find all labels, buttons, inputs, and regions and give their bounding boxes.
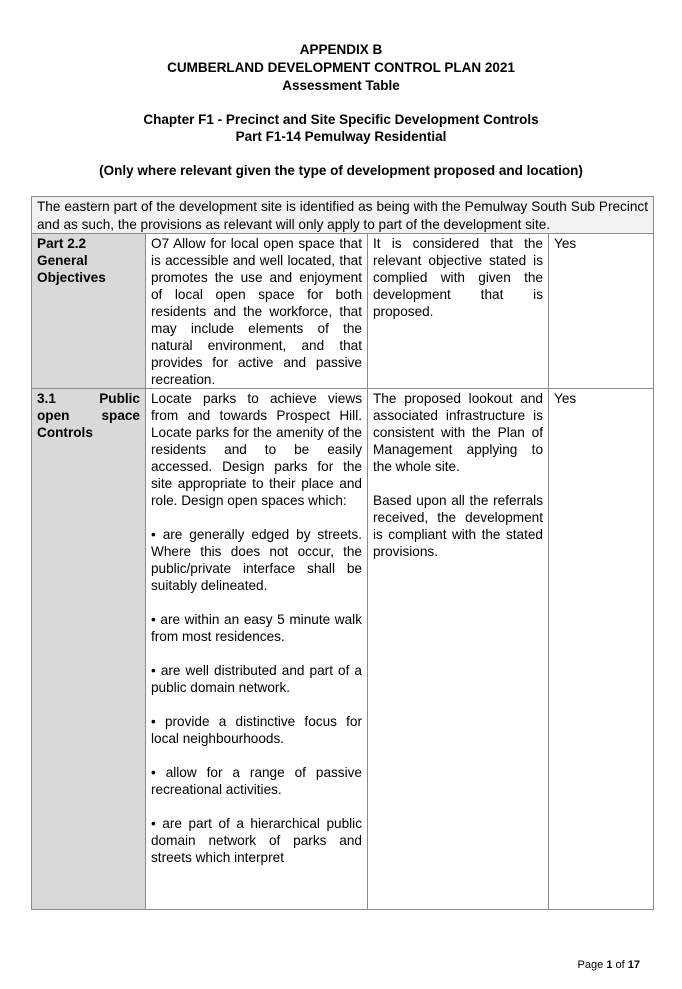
- chapter-title: Chapter F1 - Precinct and Site Specific Development Controls: [143, 112, 539, 127]
- table-row: [32, 234, 654, 389]
- plan-title: CUMBERLAND DEVELOPMENT CONTROL PLAN 2021: [167, 60, 515, 75]
- bullet-item: • are part of a hierarchical public domain network of parks and streets which interpret: [151, 816, 362, 865]
- control-cell: [146, 389, 368, 910]
- section-cell: Part 2.2 General Objectives: [32, 234, 146, 389]
- bullet-item: • are within an easy 5 minute walk from most residences.: [151, 612, 362, 644]
- compliance-cell: Yes: [549, 234, 654, 389]
- bullet-item: • are generally edged by streets. Where this does not occur, the public/private interface shall be suitably delineated.: [151, 527, 362, 593]
- section-cell: [32, 389, 146, 910]
- page-word: Page: [577, 959, 604, 971]
- section-line: open space: [37, 408, 140, 423]
- section-word: Public: [99, 391, 140, 406]
- section-line: Controls: [37, 425, 93, 440]
- page-number: 1: [606, 959, 613, 971]
- control-cell: O7 Allow for local open space that is accessible and well located, that promotes the use and enjoyment of local open space for both residents and the workforce, that may include elements of the natural environment, and that provides for active and passive recreation.: [146, 234, 368, 389]
- bullet-item: • provide a distinctive focus for local neighbourhoods.: [151, 714, 362, 746]
- bullet-item: • allow for a range of passive recreational activities.: [151, 765, 362, 797]
- intro-row: [32, 197, 654, 234]
- of-word: of: [615, 959, 625, 971]
- page-footer: [578, 959, 640, 971]
- section-number: 3.1: [37, 391, 56, 406]
- table-row: [32, 389, 654, 910]
- page-total: 17: [627, 959, 640, 971]
- comment-cell: [368, 389, 549, 910]
- comment-paragraph: Based upon all the referrals received, the development is compliant with the stated provisions.: [373, 493, 543, 559]
- part-title: Part F1-14 Pemulway Residential: [235, 129, 447, 144]
- relevance-note: (Only where relevant given the type of development proposed and location): [99, 163, 583, 178]
- bullet-item: • are well distributed and part of a public domain network.: [151, 663, 362, 695]
- assessment-table: [31, 196, 654, 910]
- intro-cell: The eastern part of the development site is identified as being with the Pemulway South Sub Precinct and as such, the provisions as relevant will only apply to part of the development site.: [32, 197, 654, 234]
- assessment-table-title: Assessment Table: [282, 78, 400, 93]
- comment-paragraph: The proposed lookout and associated infrastructure is consistent with the Plan of Management applying to the whole site.: [373, 391, 543, 474]
- appendix-title: APPENDIX B: [299, 42, 383, 57]
- compliance-cell: Yes: [549, 389, 654, 910]
- control-intro: Locate parks to achieve views from and towards Prospect Hill. Locate parks for the amenity of the residents and to be easily accessed. Design parks for the site appropriate to their place and role. Design open spaces which:: [151, 391, 362, 508]
- comment-cell: It is considered that the relevant objective stated is complied with given the development that is proposed.: [368, 234, 549, 389]
